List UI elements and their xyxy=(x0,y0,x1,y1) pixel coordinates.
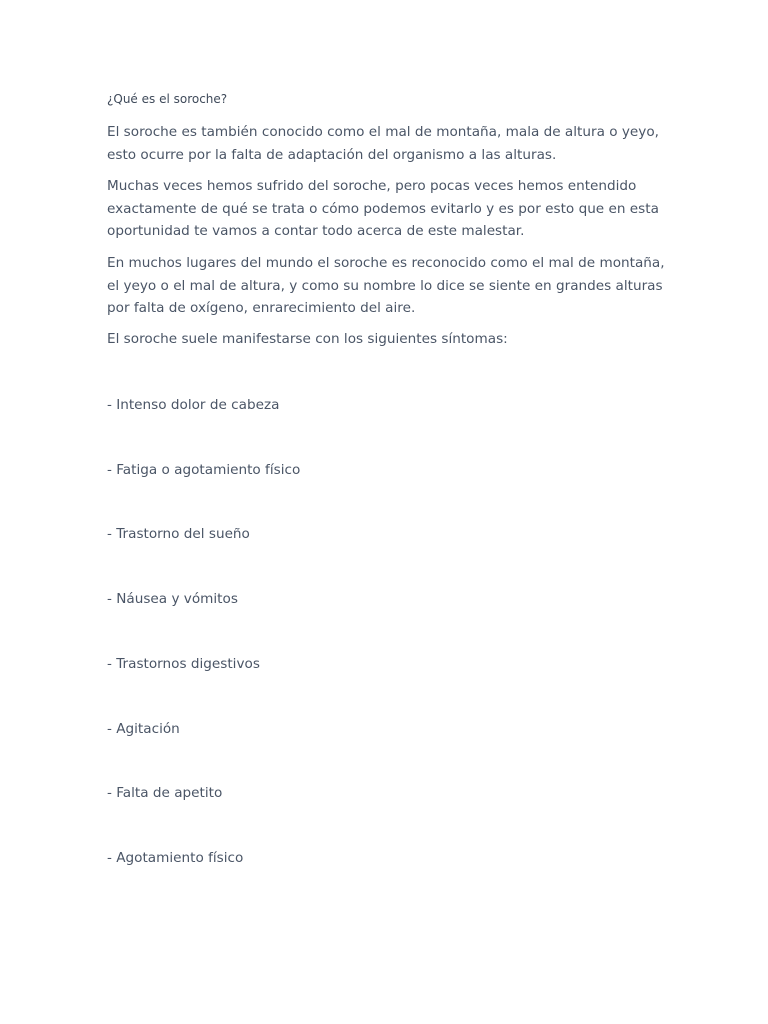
symptom-item: - Agitación xyxy=(107,721,180,737)
paragraph-definition: El soroche es también conocido como el mal de montaña, mala de altura o yeyo, esto ocurre por la falta de adaptación del organismo a las alturas. xyxy=(107,124,659,163)
symptom-item: - Falta de apetito xyxy=(107,785,223,801)
paragraph-symptoms-intro: El soroche suele manifestarse con los siguientes síntomas: xyxy=(107,331,508,347)
symptom-item: - Trastorno del sueño xyxy=(107,526,250,542)
paragraph-description: En muchos lugares del mundo el soroche es reconocido como el mal de montaña, el yeyo o el mal de altura, y como su nombre lo dice se siente en grandes alturas por falta de oxígeno, enrarecimiento del aire. xyxy=(107,255,665,316)
symptom-item: - Náusea y vómitos xyxy=(107,591,238,607)
document-heading: ¿Qué es el soroche? xyxy=(107,92,228,106)
symptom-item: - Trastornos digestivos xyxy=(107,656,260,672)
symptom-item: - Agotamiento físico xyxy=(107,850,244,866)
paragraph-introduction: Muchas veces hemos sufrido del soroche, pero pocas veces hemos entendido exactamente de qué se trata o cómo podemos evitarlo y es por esto que en esta oportunidad te vamos a contar todo acerca de este malestar. xyxy=(107,178,659,239)
symptom-item: - Fatiga o agotamiento físico xyxy=(107,462,301,478)
symptom-item: - Intenso dolor de cabeza xyxy=(107,397,280,413)
